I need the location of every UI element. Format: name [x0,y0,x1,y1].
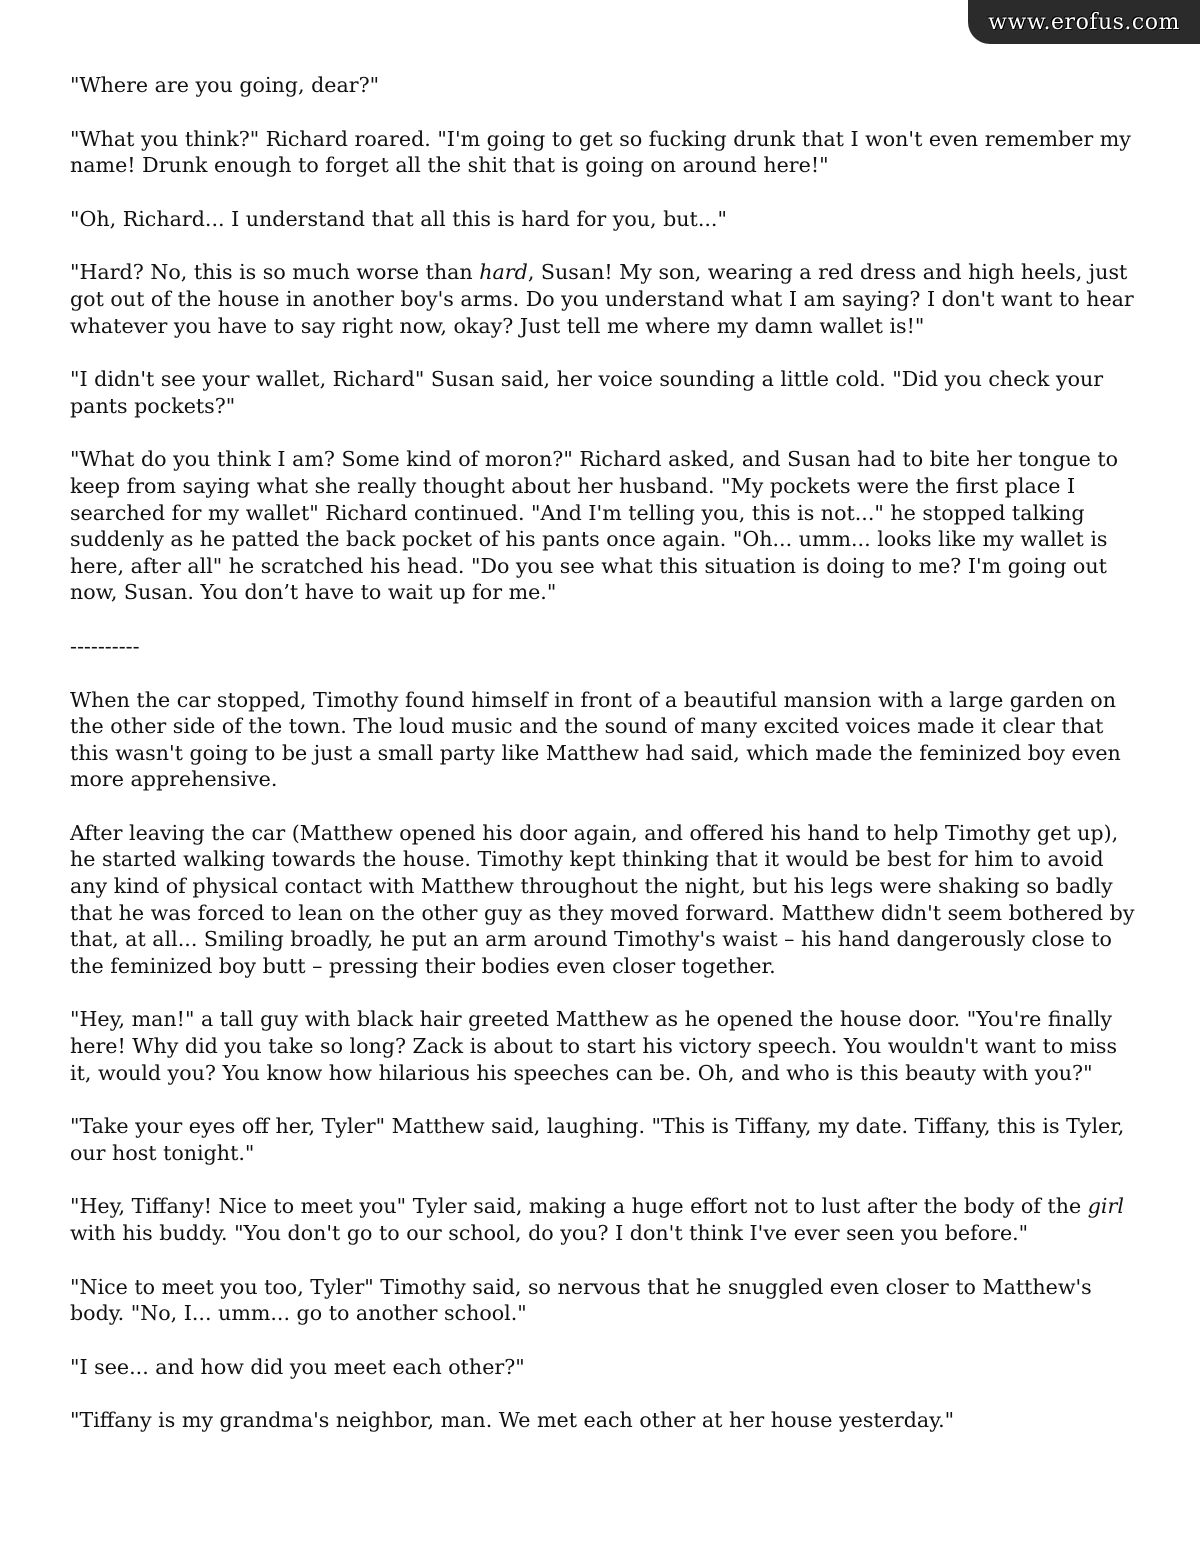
story-paragraph [70,1354,1140,1381]
scene-separator: ---------- [70,633,140,658]
paragraph-text: "Hey, Tiffany! Nice to meet you" Tyler said, making a huge effort not to lust after the body of the [70,1194,1088,1219]
paragraph-text: After leaving the car (Matthew opened his door again, and offered his hand to help Timothy get up), he started walking towards the house. Timothy kept thinking that it would be best for him to avoid any kind of physical contact with Matthew throughout the night, but his legs were shaking so badly that he was forced to lean on the other guy as they moved forward. Matthew didn't seem bothered by that, at all... Smiling broadly, he put an arm around Timothy's waist – his hand dangerously close to the feminized boy butt – pressing their bodies even closer together. [70,820,1135,978]
story-paragraph [70,126,1140,179]
paragraph-text: "Where are you going, dear?" [70,73,380,97]
paragraph-text: "Oh, Richard... I understand that all this is hard for you, but..." [70,206,727,231]
story-paragraph [70,259,1140,339]
story-paragraph [70,1274,1140,1327]
story-paragraph [70,820,1140,980]
paragraph-text: "I see... and how did you meet each other?" [70,1354,525,1379]
paragraph-text: "Tiffany is my grandma's neighbor, man. We met each other at her house yesterday." [70,1408,955,1433]
paragraph-text: "I didn't see your wallet, Richard" Susan said, her voice sounding a little cold. "Did you check your pants pockets?" [70,367,1104,418]
story-paragraph [70,206,1140,233]
story-paragraph [70,1407,1140,1434]
story-paragraph [70,1113,1140,1166]
story-paragraph [70,366,1140,419]
paragraph-text: "Hard? No, this is so much worse than [70,260,480,285]
paragraph-text: "Hey, man!" a tall guy with black hair greeted Matthew as he opened the house door. "You're finally here! Why did you take so long? Zack is about to start his victory speech. You wouldn't want to miss it, would you? You know how hilarious his speeches can be. Oh, and who is this beauty with you?" [70,1007,1118,1085]
paragraph-text: "What do you think I am? Some kind of moron?" Richard asked, and Susan had to bite her tongue to keep from saying what she really thought about her husband. "My pockets were the first place I searched for my wallet" Richard continued. "And I'm telling you, this is not..." he stopped talking suddenly as he patted the back pocket of his pants once again. "Oh... umm... looks like my wallet is here, after all" he scratched his head. "Do you see what this situation is doing to me? I'm going out now, Susan. You don’t have to wait up for me." [70,447,1119,605]
paragraph-text: with his buddy. "You don't go to our school, do you? I don't think I've ever seen you before." [70,1221,1029,1245]
emphasis-text: girl [1087,1194,1124,1219]
emphasis-text: hard [479,260,528,285]
story-paragraph [70,687,1140,793]
site-watermark [968,0,1200,44]
story-page [70,72,1140,1461]
paragraph-text: , Susan! My son, wearing a red dress and high heels, just got out of the house in another boy's arms. Do you understand what I am saying? I don't want to hear whatever you have to say right now, okay? Just tell me where my damn wallet is!" [70,260,1134,338]
story-paragraph [70,1193,1140,1246]
story-paragraph [70,446,1140,606]
paragraph-text: When the car stopped, Timothy found himself in front of a beautiful mansion with a large garden on the other side of the town. The loud music and the sound of many excited voices made it clear that this wasn't going to be just a small party like Matthew had said, which made the feminized boy even more apprehensive. [70,687,1121,792]
watermark-text: www.erofus.com [988,9,1180,35]
paragraph-text: "Nice to meet you too, Tyler" Timothy said, so nervous that he snuggled even closer to Matthew's body. "No, I... umm... go to another school." [70,1274,1092,1326]
paragraph-text: "Take your eyes off her, Tyler" Matthew said, laughing. "This is Tiffany, my date. Tiffany, this is Tyler, our host tonight." [70,1114,1125,1165]
paragraph-text: "What you think?" Richard roared. "I'm going to get so fucking drunk that I won't even remember my name! Drunk enough to forget all the shit that is going on around here!" [70,126,1131,178]
story-paragraph [70,1006,1140,1086]
story-paragraph [70,72,1140,99]
